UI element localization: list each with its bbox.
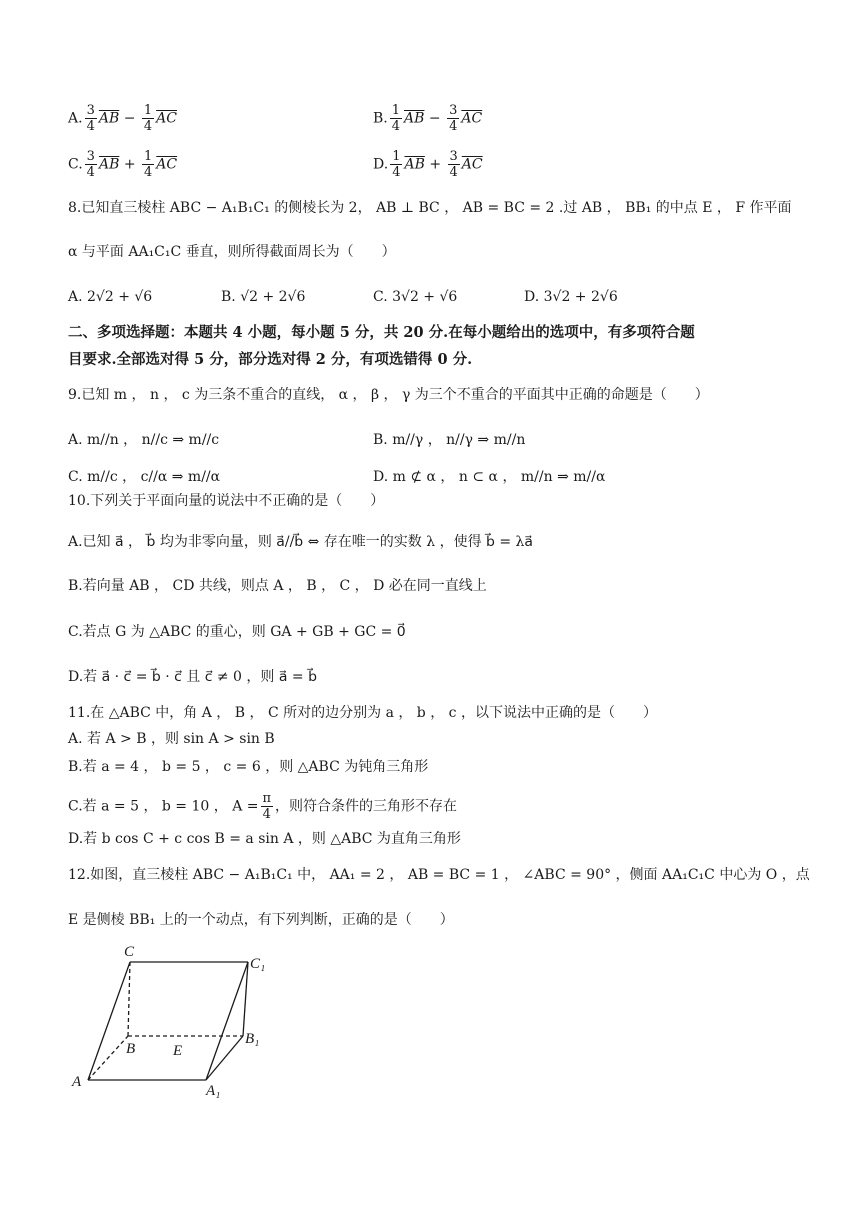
q8-option-a: A. 2√2 + √6 [68,289,153,305]
q8-option-d: D. 3√2 + 2√6 [524,289,618,305]
q10-option-b: B.若向量 AB ， CD 共线，则点 A ， B ， C ， D 必在同一直线上 [68,578,487,594]
q10-stem: 10.下列关于平面向量的说法中不正确的是（ ） [68,493,385,509]
edge-a-b [88,1036,128,1080]
edge-c1-a1 [206,962,248,1080]
q11-stem: 11.在 △ABC 中，角 A ， B ， C 所对的边分别为 a ， b ， c ，以下说法中正确的是（ ） [68,705,657,721]
q9-option-b: B. m//γ ， n//γ ⇒ m//n [373,432,526,448]
q10-option-c: C.若点 G 为 △ABC 的重心，则 GA + GB + GC = 0⃗ [68,624,406,640]
edge-a1-b1 [206,1036,243,1080]
q9-option-a: A. m//n ， n//c ⇒ m//c [68,432,220,448]
edge-c-b [128,962,130,1036]
q7-option-c: C. $\frac{3}{4}$ $\overline{AB}$ + $\frac{1}{4}$ $\overline{AC}$ [68,149,178,180]
q8-stem-line2: α 与平面 AA₁C₁C 垂直，则所得截面周长为（ ） [68,244,396,260]
label-a: A [72,1074,82,1090]
q10-option-d: D.若 a⃗ · c⃗ = b⃗ · c⃗ 且 c⃗ ≠ 0 ，则 a⃗ = b⃗ [68,669,317,685]
q8-option-b: B. √2 + 2√6 [221,289,306,305]
q11-option-c: C.若 a = 5 ， b = 10 ， A = $\frac{\pi}{4}$ ，则符合条件的三角形不存在 [68,791,458,822]
q9-option-d: D. m ⊄ α ， n ⊂ α ， m//n ⇒ m//α [373,469,606,485]
q7-option-d: D. $\frac{1}{4}$ $\overline{AB}$ + $\frac{3}{4}$ $\overline{AC}$ [373,149,483,180]
q12-stem-line1: 12.如图，直三棱柱 ABC − A₁B₁C₁ 中， AA₁ = 2 ， AB = BC = 1 ， ∠ABC = 90° ，侧面 AA₁C₁C 中心为 O ，点 [68,867,810,883]
q11-option-d: D.若 b cos C + c cos B = a sin A ，则 △ABC 为直角三角形 [68,831,461,847]
label-b1: B₁ [245,1031,260,1047]
q7-option-b: B. $\frac{1}{4}$ $\overline{AB}$ − $\frac{3}{4}$ $\overline{AC}$ [373,103,483,134]
q8-option-c: C. 3√2 + √6 [373,289,458,305]
prism-figure [60,940,290,1099]
q11-option-b: B.若 a = 4 ， b = 5 ， c = 6 ，则 △ABC 为钝角三角形 [68,759,429,775]
section2-heading-line2: 目要求.全部选对得 5 分，部分选对得 2 分，有项选错得 0 分. [68,351,473,368]
label-c: C [124,944,135,960]
q10-option-a: A.已知 a⃗ ， b⃗ 均为非零向量，则 a⃗//b⃗ ⇔ 存在唯一的实数 λ ，使得 b⃗ = λa⃗ [68,534,533,550]
section2-heading-line1: 二、多项选择题：本题共 4 小题，每小题 5 分，共 20 分.在每小题给出的选项中，有多项符合题 [68,324,695,341]
label-b: B [126,1041,136,1057]
q9-option-c: C. m//c ， c//α ⇒ m//α [68,469,221,485]
q8-stem-line1: 8.已知直三棱柱 ABC − A₁B₁C₁ 的侧棱长为 2， AB ⊥ BC ， AB = BC = 2 .过 AB ， BB₁ 的中点 E ， F 作平面 [68,200,792,216]
edge-c-a [88,962,130,1080]
label-c1: C₁ [250,956,266,972]
q9-stem: 9.已知 m ， n ， c 为三条不重合的直线， α ， β ， γ 为三个不重合的平面其中正确的命题是（ ） [68,387,709,403]
q11-option-a: A. 若 A > B ，则 sin A > sin B [68,731,275,747]
label-e: E [173,1043,183,1059]
q12-stem-line2: E 是侧棱 BB₁ 上的一个动点，有下列判断，正确的是（ ） [68,912,454,928]
label-a1: A₁ [206,1083,221,1099]
q7-option-a: A. $\frac{3}{4}$ $\overline{AB}$ − $\frac{1}{4}$ $\overline{AC}$ [68,103,177,134]
